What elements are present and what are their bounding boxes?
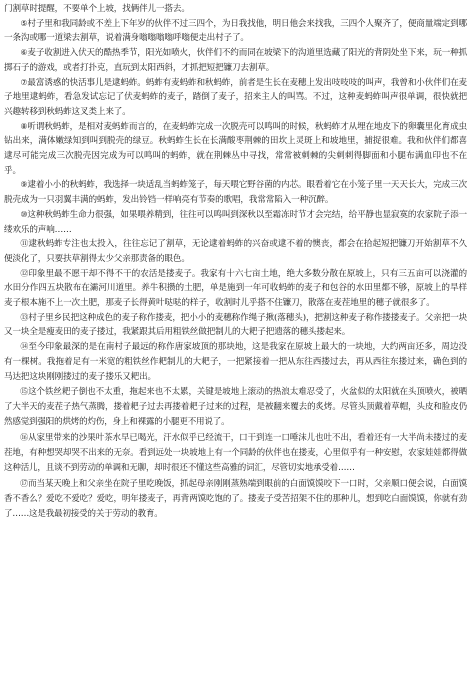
paragraph-text: 逮秋蚂蚱专注也太投入，往往忘记了割草，无论逮着蚂蚱的兴奋或逮不着的懊丧，都会在拾起短把镰刀开始割草不久便淡化了，只要扶草割得太少父亲那责备的眼色。: [4, 239, 467, 264]
paragraph-text: 村子里和我同龄或不差上下年岁的伙伴不过三四个，为日我找他，明日他会来找我，三四个人聚齐了，便商量端定到哪一条沟或哪一道梁去割草，说着满身嗡嗡嗡嗡呼嗡便走出村子了。: [4, 18, 468, 44]
paragraph-text: 村子里乡民把这种成色的麦子称作搂麦，把小小的麦穗称作绳子揪(落穗头)，把割这种麦子称作搂搂麦子。父亲把一块又一块全是瘦麦田的麦子搂过，我紧跟其后用粗铁丝做把制儿的大耙子把遗落的穗头搂起来。: [4, 312, 467, 338]
paragraph-text: 而当某天晚上和父亲坐在院子里吃晚饭，抓起母亲刚刚蒸熟端到眼前的白面馍馍咬下一口时，父亲顺口便会说，白面馍香不香么？爱吃不爱吃？爱吃，明年搂麦子，再背两馍吃饱的了。搂麦子受苦招架不住的那种儿，想到吃白面馍馍，你就有劲了……这是我最初接受的关于劳动的教育。: [4, 479, 467, 520]
paragraph-number: ⑦: [20, 77, 28, 87]
paragraph-number: ⑨: [20, 180, 28, 190]
paragraph-text: 这种秋蚂蚱生命力很强，如果喂养精到，往往可以鸣叫到深秋以至霜冻时节才会完结，给平静也显寂寞的农家院子添一缕欢乐的声响……: [4, 209, 468, 235]
paragraph-number: ⑤: [20, 18, 28, 28]
paragraph-11: [4, 237, 467, 266]
paragraph-text: 至今印象最深的是在南村子最远的称作唐家坡顶的那块地，这是我家在原坡上最大的一块地，大约两亩还多，周边没有一棵树。我拖着足有一米宽的粗铁丝作耙制儿的大耙子，一把紧接着一把从东往西搂过去，再从西往东搂过来，确色到的马达把这块刚刚搂过的麦子搂乐又耙出。: [4, 342, 467, 382]
paragraph-text: 印象里最不愿干却不得不干的农活是搂麦子。我家有十六七亩土地，绝大多数分散在原坡上，只有三五亩可以浇灌的水田分作四五块散布在灞河川道里。养牛积攒的土肥，单是施到一年可收蚂蚱的麦子和包谷的水田里都不够，原坡上的旱样麦子根本施不上一次土肥，那麦子长得黄叶哒哒的样子，收割时儿乎搭不住镰刀，散落在麦茬地里的穗子就很多了。: [4, 268, 467, 309]
paragraph-number: ⑩: [20, 209, 28, 219]
paragraph-8: [4, 120, 467, 179]
paragraph-number: ⑭: [20, 342, 29, 352]
paragraph-9: [4, 178, 467, 207]
paragraph-5: [4, 17, 467, 46]
paragraph-number: ⑧: [20, 121, 28, 131]
paragraph-text: 听谓秋蚂蚱，是相对麦蚂蚱而言的，在麦蚂蚱完成一次脱壳可以鸣叫的时候，秋蚂蚱才从埋在地皮下的卵囊里化育成虫钻出来，满体嫩绿知到叫到脱壳的绿豆。秋蚂蚱生长在长满酸枣荆棘的田坎上灵斑上和坡地里，捕捉很难。我和伙伴们都喜逮尽可能完成三次脱壳因完成为可以鸣叫的蚂蚱，就在荆棘丛中寻找，常常被刺棘的尖刺刺得脚面和小腿布满血印也不在乎。: [4, 121, 468, 176]
paragraph-text: 从家里带来的沙果叶茶水早已喝光，汗水似乎已经流干，口干到连一口唾沫儿也吐不出，看着还有一大半尚未搂过的麦茬地，有种想哭却哭不出来的无奈。看到远处一块坡地上有一个同龄的伙伴也在搂麦，心里似乎有一种安慰，农家娃娃都得做这种活儿，且谈不到劳动的单调和无聊，却时很还不懂这些高雅的词汇，尽管切实地承受着……: [4, 433, 467, 474]
paragraph-number: ⑫: [20, 268, 29, 278]
paragraph-number: ⑪: [20, 239, 29, 249]
paragraph-12: [4, 267, 467, 311]
paragraph-7: [4, 76, 467, 120]
paragraph-text: 这个铁丝耙子倒也不太重，拖起来也不太累，关键是坡地上滚动的热浪太难忍受了，火盆似的太阳就在头顶喷火，被晒了大半天的麦茬子热气蒸腾，搂着耙子过去再搂着耙子过来的过程，是被翻来覆去的炙烤。尽管头顶戴着草帽，头皮和脸皮仍然感觉到强阳的烘烤的灼伤，身上和裸露的小腿更不用说了。: [4, 387, 467, 428]
paragraph-6: [4, 46, 467, 75]
paragraph-number: ⑮: [20, 387, 29, 397]
paragraph-15: [4, 384, 467, 430]
paragraph-intro: [4, 2, 467, 17]
paragraph-text: 逮着小小的秋蚂蚱，我选择一块适乱当蚂蚱笼子，每天喂它野谷菌的内芯。眼看着它在小笼子里一天天长大，完成三次脱壳成为一只羽翼丰满的蚂蚱，发出铃铛一样响亮有节奏的歌唱，我常常陷入一种沉醉。: [4, 180, 468, 206]
paragraph-text: 门割草时提醒，不要单个上坡，找俩伴儿一搭去。: [4, 4, 190, 14]
paragraph-text: 最富诱惑的快活事儿是逮蚂蚱。蚂蚱有麦蚂蚱和秋蚂蚱，前者是生长在麦穗上发出吱吱吱的叫声，我曾和小伙伴们在麦子地里逮蚂蚱，看急发试忘记了伏麦蚂蚱的麦子，踏倒了麦子，招来主人的叫骂。不过，这种麦蚂蚱叫声很单调，很快就把兴趣转移到秋蚂蚱这叉类上来了。: [4, 77, 468, 117]
paragraph-number: ⑬: [20, 312, 29, 322]
paragraph-10: [4, 208, 467, 237]
paragraph-number: ⑥: [20, 48, 28, 58]
paragraph-number: ⑰: [20, 479, 29, 489]
paragraph-14: [4, 340, 467, 384]
paragraph-13: [4, 311, 467, 340]
paragraph-text: 麦子收割进入伏天的酷热季节，阳光如喷火，伙伴们不约而同在坡梁下的沟道里选藏了阳光的背阴处坐下来，玩一种抓掷石子的游戏，或者打扑克，直玩到太阳西斜，才抓把短把镰刀去割草。: [4, 48, 468, 73]
paragraph-17: [4, 476, 467, 522]
paragraph-16: [4, 430, 467, 476]
paragraph-number: ⑯: [20, 433, 29, 443]
